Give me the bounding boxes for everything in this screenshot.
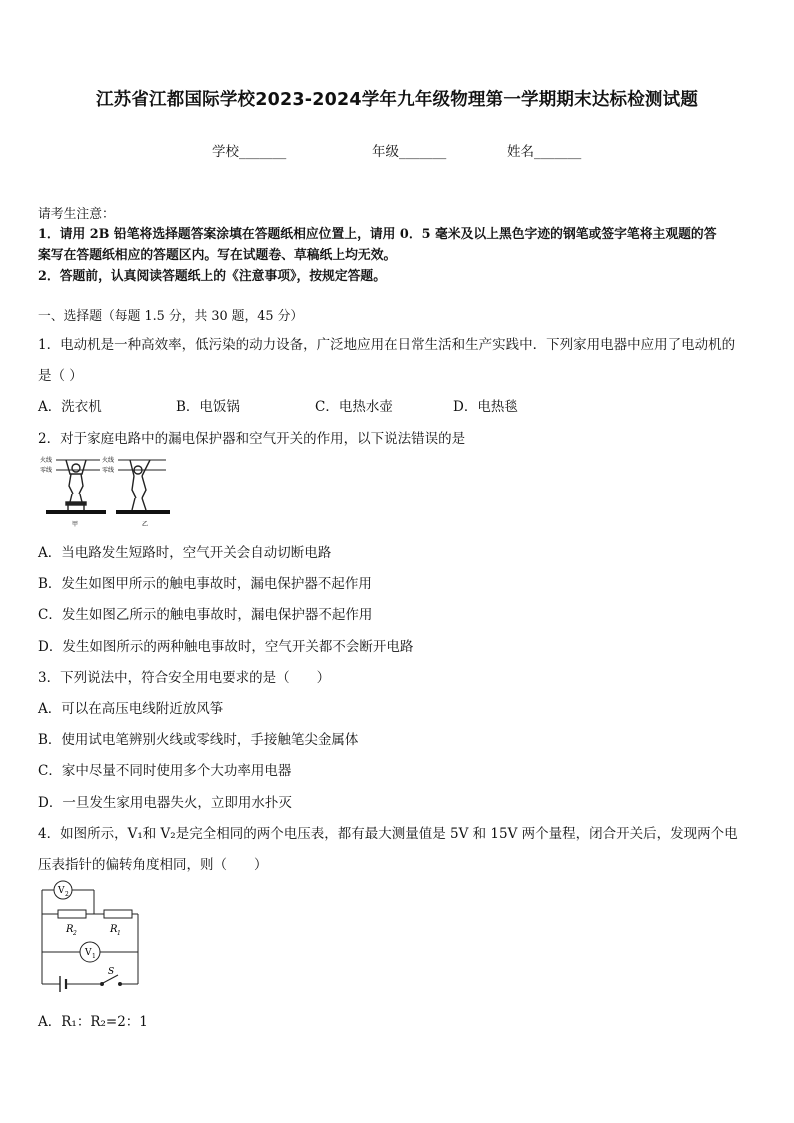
caption-jia: 甲 [72, 521, 79, 528]
live-wire-label-left: 火线 [40, 457, 53, 464]
live-wire-label-right: 火线 [102, 457, 115, 464]
q2-option-b: B．发生如图甲所示的触电事故时，漏电保护器不起作用 [38, 576, 372, 592]
q1-stem: 1．电动机是一种高效率，低污染的动力设备，广泛地应用在日常生活和生产实践中．下列家用电器中应用了电动机的 [38, 337, 736, 353]
q3-option-c: C．家中尽量不同时使用多个大功率用电器 [38, 763, 292, 779]
notice-line2: 2．答题前，认真阅读答题纸上的《注意事项》，按规定答题。 [38, 269, 387, 284]
r1-subscript: 1 [117, 930, 121, 937]
v1-label: V [85, 948, 92, 958]
voltmeter-circuit-diagram [38, 876, 148, 1001]
q3-option-a: A．可以在高压电线附近放风筝 [38, 701, 224, 717]
r2-subscript: 2 [73, 930, 77, 937]
q3-stem: 3．下列说法中，符合安全用电要求的是（ ） [38, 670, 331, 686]
q4-stem-cont: 压表指针的偏转角度相同，则（ ） [38, 857, 268, 873]
q3-option-b: B．使用试电笔辨别火线或零线时，手接触笔尖金属体 [38, 732, 359, 748]
q2-option-a: A．当电路发生短路时，空气开关会自动切断电路 [38, 545, 332, 561]
q2-option-c: C．发生如图乙所示的触电事故时，漏电保护器不起作用 [38, 607, 373, 623]
notice-line1-cont: 案写在答题纸相应的答题区内。写在试题卷、草稿纸上均无效。 [38, 248, 397, 263]
q2-stem: 2．对于家庭电路中的漏电保护器和空气开关的作用，以下说法错误的是 [38, 431, 466, 447]
q4-option-a: A．R₁：R₂=2：1 [38, 1014, 148, 1030]
notice-line1: 1．请用 2B 铅笔将选择题答案涂填在答题纸相应位置上，请用 0．5 毫米及以上黑色字迹的钢笔或签字笔将主观题的答 [38, 227, 717, 242]
neutral-wire-label-left: 零线 [40, 467, 53, 474]
q4-stem: 4．如图所示，V₁和 V₂是完全相同的两个电压表，都有最大测量值是 5V 和 15V 两个量程，闭合开关后，发现两个电 [38, 826, 738, 842]
q1-stem-cont: 是（ ） [38, 368, 83, 384]
grade-field: 年级_______ [372, 144, 447, 160]
q1-option-b: B．电饭锅 [176, 399, 240, 415]
school-field: 学校_______ [212, 144, 287, 160]
r1-label: R [110, 924, 118, 935]
v2-subscript: 2 [65, 891, 69, 898]
page-title: 江苏省江都国际学校2023-2024学年九年级物理第一学期期末达标检测试题 [95, 90, 699, 110]
q3-option-d: D．一旦发生家用电器失火，立即用水扑灭 [38, 795, 292, 811]
switch-label: S [108, 967, 115, 977]
q1-option-d: D．电热毯 [453, 399, 518, 415]
q2-option-d: D．发生如图所示的两种触电事故时，空气开关都不会断开电路 [38, 639, 414, 655]
v2-label: V [58, 886, 65, 896]
caption-yi: 乙 [142, 521, 149, 528]
q1-option-c: C．电热水壶 [315, 399, 393, 415]
name-field: 姓名_______ [507, 144, 582, 160]
electric-shock-figure [38, 450, 178, 530]
q1-option-a: A．洗衣机 [38, 399, 102, 415]
person-on-stool-icon [66, 460, 86, 512]
neutral-wire-label-right: 零线 [102, 467, 115, 474]
person-standing-icon [130, 460, 150, 510]
v1-subscript: 1 [92, 953, 96, 960]
notice-heading: 请考生注意： [38, 207, 115, 222]
r2-label: R [66, 924, 74, 935]
section-heading: 一、选择题（每题 1.5 分，共 30 题，45 分） [38, 309, 304, 324]
